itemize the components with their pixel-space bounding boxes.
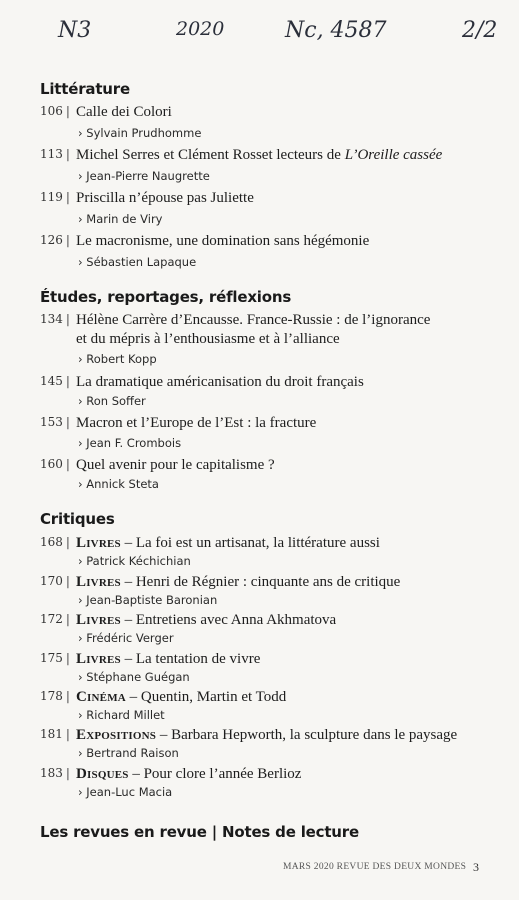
entry-title-text: – Pour clore l’année Berlioz — [128, 766, 302, 782]
handwritten-annotation — [0, 14, 519, 48]
entry-category: Disques — [76, 766, 129, 782]
entry-category: Cinéma — [76, 689, 126, 705]
entry-title: Le macronisme, une domination sans hégémonie — [76, 233, 370, 249]
entry-title — [76, 534, 506, 553]
entry-title-text: Michel Serres et Clément Rosset lecteurs de — [76, 147, 341, 163]
page-number: 168 | — [40, 535, 72, 549]
page-number: 178 | — [40, 689, 72, 703]
entry-author: › Sébastien Lapaque — [78, 255, 196, 269]
page-number: 175 | — [40, 651, 72, 665]
entry-title-text: – Quentin, Martin et Todd — [125, 689, 287, 705]
page-number: 170 | — [40, 574, 72, 588]
entry-title: Priscilla n’épouse pas Juliette — [76, 190, 254, 206]
entry-category: Livres — [76, 612, 121, 628]
entry-title — [76, 650, 506, 669]
entry-category: Livres — [76, 535, 121, 551]
footer-page-number: 3 — [473, 860, 480, 874]
entry-title — [76, 146, 506, 165]
entry-author: › Robert Kopp — [78, 352, 157, 366]
entry-author: › Richard Millet — [78, 708, 165, 722]
entry-title: Macron et l’Europe de l’Est : la fracture — [76, 415, 317, 431]
entry-title — [76, 726, 506, 745]
section-heading-critiques: Critiques — [40, 510, 115, 528]
entry-author: › Annick Steta — [78, 477, 159, 491]
entry-title-text: – Barbara Hepworth, la sculpture dans le paysage — [156, 727, 458, 743]
page-number: 126 | — [40, 233, 72, 247]
entry-category: Expositions — [76, 727, 157, 743]
entry-title-line-1: Hélène Carrère d’Encausse. France-Russie : de l’ignorance — [76, 312, 431, 328]
entry-title-text: – La foi est un artisanat, la littérature aussi — [120, 535, 380, 551]
page-footer — [283, 862, 513, 872]
entry-category: Livres — [76, 651, 121, 667]
entry-title: Quel avenir pour le capitalisme ? — [76, 457, 275, 473]
entry-author: › Marin de Viry — [78, 212, 162, 226]
entry-author: › Jean-Pierre Naugrette — [78, 169, 210, 183]
page-number: 106 | — [40, 104, 72, 118]
handwriting-issue: N3 — [58, 18, 92, 43]
section-heading-revues: Les revues en revue | Notes de lecture — [40, 823, 359, 841]
entry-title: La dramatique américanisation du droit français — [76, 374, 364, 390]
page-number: 119 | — [40, 190, 72, 204]
page-number: 145 | — [40, 374, 72, 388]
entry-title — [76, 765, 506, 784]
entry-author: › Jean F. Crombois — [78, 436, 181, 450]
page-number: 153 | — [40, 415, 72, 429]
handwriting-year: 2020 — [176, 18, 225, 40]
page-number: 134 | — [40, 312, 72, 326]
page-number: 113 | — [40, 147, 72, 161]
entry-author: › Jean-Luc Macia — [78, 785, 172, 799]
handwriting-part: 2/2 — [462, 18, 498, 43]
entry-author: › Ron Soffer — [78, 394, 146, 408]
entry-title-text: – Henri de Régnier : cinquante ans de critique — [120, 574, 401, 590]
page-number: 160 | — [40, 457, 72, 471]
handwriting-number: Nc, 4587 — [285, 18, 387, 43]
entry-title-italic: L’Oreille cassée — [344, 147, 443, 163]
section-heading-litterature: Littérature — [40, 80, 130, 98]
entry-title-line-2: et du mépris à l’enthousiasme et à l’alliance — [76, 331, 340, 347]
entry-author: › Patrick Kéchichian — [78, 554, 191, 568]
entry-title — [76, 688, 506, 707]
entry-author: › Sylvain Prudhomme — [78, 126, 201, 140]
entry-author: › Bertrand Raison — [78, 746, 179, 760]
page-number: 181 | — [40, 727, 72, 741]
entry-title — [76, 311, 506, 349]
entry-title — [76, 611, 506, 630]
entry-author: › Jean-Baptiste Baronian — [78, 593, 217, 607]
entry-author: › Stéphane Guégan — [78, 670, 190, 684]
entry-title-text: – Entretiens avec Anna Akhmatova — [120, 612, 337, 628]
section-heading-etudes: Études, reportages, réflexions — [40, 288, 292, 306]
entry-author: › Frédéric Verger — [78, 631, 174, 645]
footer-text: MARS 2020 REVUE DES DEUX MONDES — [283, 862, 467, 872]
page-number: 172 | — [40, 612, 72, 626]
entry-title-text: – La tentation de vivre — [120, 651, 261, 667]
entry-category: Livres — [76, 574, 121, 590]
entry-title: Calle dei Colori — [76, 104, 172, 120]
entry-title — [76, 573, 506, 592]
page-number: 183 | — [40, 766, 72, 780]
